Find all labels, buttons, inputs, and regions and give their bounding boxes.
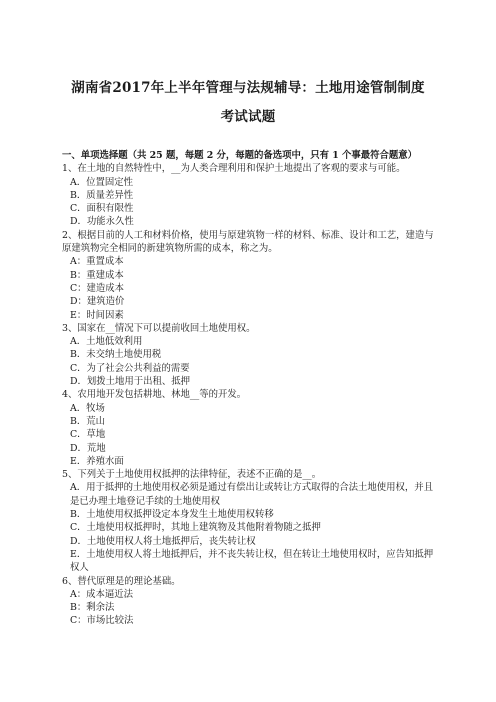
question-4-option-d: D．荒地 — [70, 442, 106, 454]
question-3-option-a: A．土地低效利用 — [70, 336, 143, 348]
question-6-option-b: B：剩余法 — [70, 602, 115, 614]
document-body — [62, 149, 436, 628]
question-2-option-e: E：时间因素 — [70, 309, 124, 321]
question-5-option-e: E．土地使用权人将土地抵押后，并不丧失转让权，但在转让土地使用权时，应告知抵押权人 — [70, 548, 434, 574]
question-4-option-e: E．养殖水面 — [70, 455, 124, 467]
question-1-option-d: D．功能永久性 — [70, 216, 134, 228]
question-3-option-b: B．未交纳土地使用税 — [70, 349, 162, 361]
question-5-option-d: D．土地使用权人将土地抵押后，丧失转让权 — [70, 535, 256, 547]
document-title-line-1: 湖南省2017年上半年管理与法规辅导：土地用途管制制度 — [71, 80, 425, 96]
question-1-option-b: B．质量差异性 — [70, 189, 134, 201]
question-1-option-a: A．位置固定性 — [70, 176, 134, 188]
question-5-option-b: B．土地使用权抵押设定本身发生土地使用权转移 — [70, 509, 274, 521]
question-4-option-a: A．牧场 — [70, 402, 105, 414]
question-1-stem: 1、在土地的自然特性中，__为人类合理利用和保护土地提出了客观的要求与可能。 — [62, 163, 406, 175]
question-3-stem: 3、国家在__情况下可以提前收回土地使用权。 — [62, 322, 256, 334]
question-2-option-a: A：重置成本 — [70, 256, 124, 268]
question-6-stem: 6、替代原理是的理论基础。 — [62, 575, 181, 587]
question-3-option-d: D．划拨土地用于出租、抵押 — [70, 376, 191, 388]
question-5-option-c: C．土地使用权抵押时，其地上建筑物及其他附着物随之抵押 — [70, 522, 321, 534]
question-6-option-c: C：市场比较法 — [70, 615, 134, 627]
question-3-option-c: C．为了社会公共利益的需要 — [70, 362, 190, 374]
question-2-stem: 2、根据目前的人工和材料价格，使用与原建筑物一样的材料、标准、设计和工艺，建造与原建筑物完全相同的新建筑物所需的成本，称之为。 — [62, 229, 434, 255]
question-4-option-b: B．荒山 — [70, 415, 106, 427]
question-5-option-a: A．用于抵押的土地使用权必须是通过有偿出让或转让方式取得的合法土地使用权，并且是已办理土地登记手续的土地使用权 — [70, 482, 434, 507]
question-4-stem: 4、农用地开发包括耕地、林地__等的开发。 — [62, 389, 247, 401]
document-title-line-2: 考试试题 — [220, 109, 276, 125]
question-2-option-c: C：建造成本 — [70, 282, 125, 294]
question-6-option-a: A：成本逼近法 — [70, 588, 134, 600]
question-2-option-d: D：建筑造价 — [70, 296, 125, 308]
section-heading: 一、单项选择题（共 25 题，每题 2 分，每题的备选项中，只有 1 个事最符合题意） — [62, 150, 418, 161]
question-2-option-b: B：重建成本 — [70, 269, 124, 281]
question-4-option-c: C．草地 — [70, 429, 106, 441]
question-5-stem: 5、下列关于土地使用权抵押的法律特征，表述不正确的是__。 — [62, 469, 322, 481]
question-1-option-c: C．面积有限性 — [70, 203, 134, 215]
